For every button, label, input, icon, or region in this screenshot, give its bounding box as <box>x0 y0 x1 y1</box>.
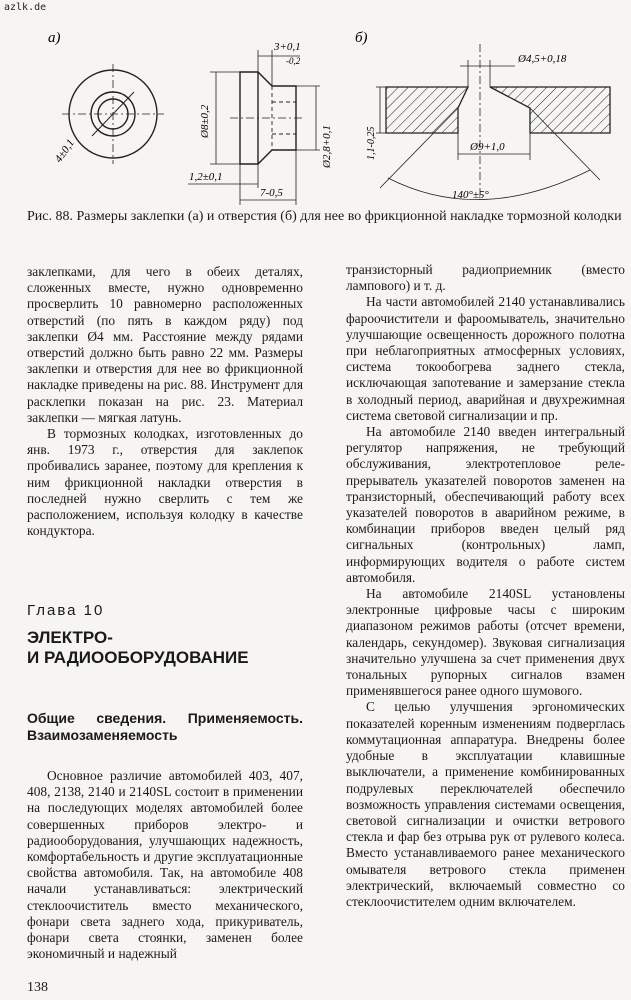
hole-section <box>376 44 610 200</box>
paragraph: заклепками, для чего в обеих деталях, сложенных вместе, нужно одновременно просверлить 10 равномерно расположенных отверстий (по пять в каждом ряду) под заклепки Ø4 мм. Расстояние между рядами отверстий должно быть равно 22 мм. Размеры заклепки и отверстия для нее во фрикционной накладке приведены на рис. 88. Инструмент для расклепки показан на рис. 23. Материал заклепки — мягкая латунь. <box>27 264 303 425</box>
paragraph: С целью улучшения эргономических показателей коренным изменениям подверглась коммутационная аппаратура. Внедрены более удобные в эксплуатации клавишные выключатели, а применение комбинированных подрулевых переключателей обеспечило возможность управления системами освещения, световой сигнализации и очистки ветрового стекла и фар без отрыва рук от рулевого колеса. Вместо устанавливаемого ранее механического омывателя ветрового стекла применен электрический, включаемый совместно со стеклоочистителем одним включателем. <box>346 699 625 909</box>
section-title: Общие сведения. Применяемость. Взаимозаменяемость <box>27 710 303 743</box>
paragraph: На автомобиле 2140 введен интегральный регулятор напряжения, не требующий обслуживания, электротепловое реле-прерыватель указателей поворотов заменен на транзисторный, обеспечивающий работу всех указателей поворотов в аварийном режиме, в комбинации приборов введен целый ряд сигнальных (контрольных) ламп, информирующих водителя о работе систем автомобиля. <box>346 424 625 585</box>
dim-d28: Ø2,8+0,1 <box>321 125 333 168</box>
dim-h11: 1,1-0,25 <box>366 126 377 160</box>
paragraph: транзисторный радиоприемник (вместо лампового) и т. д. <box>346 262 625 294</box>
chapter-title-line: ЭЛЕКТРО- <box>27 628 113 647</box>
paragraph: На автомобиле 2140SL установлены электронные цифровые часы с широким диапазоном режимов работы (отсчет времени, календарь, секундомер). Звуковая сигнализация значительно улучшена за счет применения двух тональных рупорных сигналов взамен применявшегося ранее одного шумового. <box>346 586 625 699</box>
dim-d9: Ø9+1,0 <box>470 141 505 153</box>
dim-top: 3+0,1 <box>274 41 301 53</box>
dim-angle: 140°±5° <box>452 189 489 201</box>
chapter-title-line: И РАДИООБОРУДОВАНИЕ <box>27 648 249 667</box>
rivet-drawing <box>0 20 631 205</box>
label-a: а) <box>48 30 61 46</box>
dim-len: 7-0,5 <box>260 187 283 199</box>
chapter-title <box>27 628 249 668</box>
dim-d8: Ø8±0,2 <box>199 104 211 138</box>
dim-h12: 1,2±0,1 <box>189 171 223 183</box>
rivet-top-view <box>62 64 164 164</box>
paragraph: В тормозных колодках, изготовленных до янв. 1973 г., отверстия для заклепок пробивались заранее, поэтому для крепления к ним фрикционной накладки отверстия в последней нужно сверлить с тем же расположением, используя колодку в качестве кондуктора. <box>27 426 303 539</box>
paragraph: На части автомобилей 2140 устанавливались фароочистители и фароомыватель, значительно улучшающие освещенность дорожного полотна при неблагоприятных атмосферных условиях, система токообогрева заднего стекла, исключающая запотевание и замерзание стекла в холодный период, аварийная и двухрежимная система световой сигнализации и пр. <box>346 294 625 423</box>
dim-hole: 4±0,1 <box>52 137 77 165</box>
left-column-bottom <box>27 768 303 962</box>
figure-88 <box>0 20 631 205</box>
label-b: б) <box>355 30 368 46</box>
left-column-top <box>27 264 303 539</box>
dim-d45: Ø4,5+0,18 <box>518 53 567 65</box>
watermark: azlk.de <box>4 2 47 13</box>
paragraph: Основное различие автомобилей 403, 407, 408, 2138, 2140 и 2140SL состоит в применении на последующих моделях автомобилей более совершенных приборов электро- и радиооборудования, улучшающих надежность, комфортабельность и другие эксплуатационные свойства автомобиля. Так, на автомобиле 408 начали устанавливаться: электрический стеклоочиститель вместо механического, фонари света заднего хода, прикуриватель, фонари света стоянки, заменен более экономичный и надежный <box>27 768 303 962</box>
figure-caption: Рис. 88. Размеры заклепки (а) и отверстия (б) для нее во фрикционной накладке тормозной колодки <box>27 209 622 224</box>
chapter-number: Глава 10 <box>27 602 105 619</box>
right-column <box>346 262 625 910</box>
dim-top-tol: -0,2 <box>286 56 301 66</box>
page-number: 138 <box>27 980 48 995</box>
